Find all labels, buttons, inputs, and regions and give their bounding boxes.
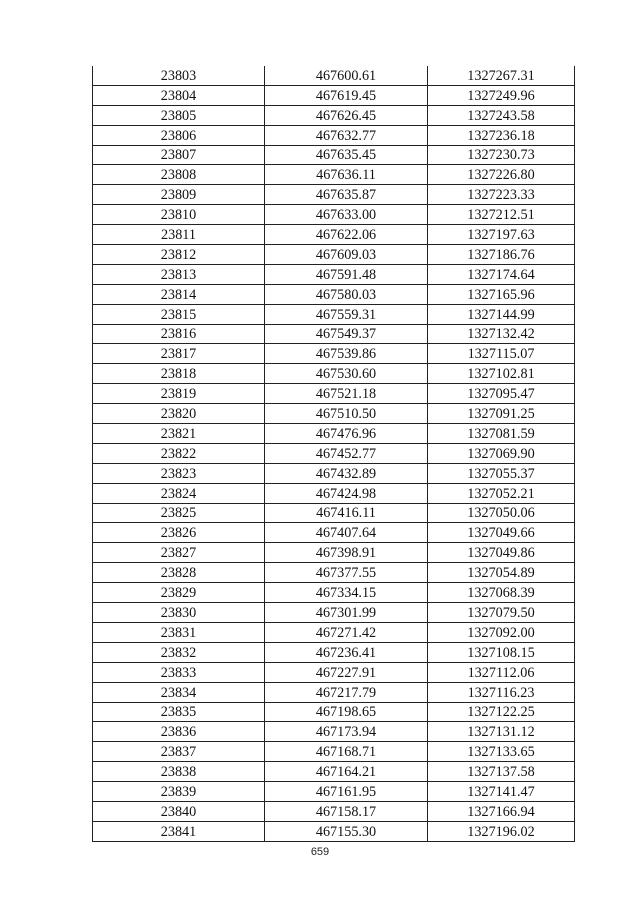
point-id-cell: 23827 [93, 543, 265, 563]
table-row [93, 662, 575, 682]
x-coordinate-cell: 467609.03 [265, 245, 428, 265]
x-coordinate-cell: 467173.94 [265, 722, 428, 742]
y-coordinate-cell: 1327050.06 [428, 503, 575, 523]
y-coordinate-cell: 1327133.65 [428, 742, 575, 762]
table-row [93, 742, 575, 762]
x-coordinate-cell: 467549.37 [265, 324, 428, 344]
point-id-cell: 23813 [93, 264, 265, 284]
y-coordinate-cell: 1327112.06 [428, 662, 575, 682]
table-row [93, 821, 575, 841]
y-coordinate-cell: 1327055.37 [428, 463, 575, 483]
y-coordinate-cell: 1327115.07 [428, 344, 575, 364]
table-row [93, 324, 575, 344]
x-coordinate-cell: 467416.11 [265, 503, 428, 523]
point-id-cell: 23836 [93, 722, 265, 742]
table-row [93, 125, 575, 145]
y-coordinate-cell: 1327122.25 [428, 702, 575, 722]
x-coordinate-cell: 467217.79 [265, 682, 428, 702]
point-id-cell: 23807 [93, 145, 265, 165]
point-id-cell: 23823 [93, 463, 265, 483]
x-coordinate-cell: 467432.89 [265, 463, 428, 483]
point-id-cell: 23822 [93, 443, 265, 463]
table-row [93, 523, 575, 543]
point-id-cell: 23816 [93, 324, 265, 344]
point-id-cell: 23825 [93, 503, 265, 523]
table-row [93, 503, 575, 523]
x-coordinate-cell: 467521.18 [265, 384, 428, 404]
y-coordinate-cell: 1327212.51 [428, 205, 575, 225]
page-number: 659 [310, 846, 330, 858]
coordinate-table [92, 66, 575, 842]
point-id-cell: 23839 [93, 782, 265, 802]
x-coordinate-cell: 467635.45 [265, 145, 428, 165]
x-coordinate-cell: 467580.03 [265, 284, 428, 304]
y-coordinate-cell: 1327230.73 [428, 145, 575, 165]
point-id-cell: 23833 [93, 662, 265, 682]
y-coordinate-cell: 1327197.63 [428, 225, 575, 245]
y-coordinate-cell: 1327226.80 [428, 165, 575, 185]
y-coordinate-cell: 1327174.64 [428, 264, 575, 284]
point-id-cell: 23826 [93, 523, 265, 543]
y-coordinate-cell: 1327108.15 [428, 642, 575, 662]
point-id-cell: 23828 [93, 563, 265, 583]
table-row [93, 563, 575, 583]
x-coordinate-cell: 467161.95 [265, 782, 428, 802]
y-coordinate-cell: 1327091.25 [428, 404, 575, 424]
table-row [93, 782, 575, 802]
x-coordinate-cell: 467158.17 [265, 801, 428, 821]
table-row [93, 463, 575, 483]
x-coordinate-cell: 467334.15 [265, 583, 428, 603]
y-coordinate-cell: 1327102.81 [428, 364, 575, 384]
x-coordinate-cell: 467198.65 [265, 702, 428, 722]
table-row [93, 85, 575, 105]
point-id-cell: 23808 [93, 165, 265, 185]
x-coordinate-cell: 467530.60 [265, 364, 428, 384]
y-coordinate-cell: 1327049.86 [428, 543, 575, 563]
y-coordinate-cell: 1327249.96 [428, 85, 575, 105]
y-coordinate-cell: 1327137.58 [428, 762, 575, 782]
x-coordinate-cell: 467635.87 [265, 185, 428, 205]
table-row [93, 443, 575, 463]
point-id-cell: 23819 [93, 384, 265, 404]
y-coordinate-cell: 1327165.96 [428, 284, 575, 304]
point-id-cell: 23817 [93, 344, 265, 364]
y-coordinate-cell: 1327068.39 [428, 583, 575, 603]
x-coordinate-cell: 467377.55 [265, 563, 428, 583]
x-coordinate-cell: 467559.31 [265, 304, 428, 324]
point-id-cell: 23835 [93, 702, 265, 722]
x-coordinate-cell: 467236.41 [265, 642, 428, 662]
point-id-cell: 23811 [93, 225, 265, 245]
y-coordinate-cell: 1327052.21 [428, 483, 575, 503]
point-id-cell: 23841 [93, 821, 265, 841]
table-row [93, 185, 575, 205]
table-row [93, 105, 575, 125]
point-id-cell: 23812 [93, 245, 265, 265]
x-coordinate-cell: 467632.77 [265, 125, 428, 145]
y-coordinate-cell: 1327095.47 [428, 384, 575, 404]
point-id-cell: 23824 [93, 483, 265, 503]
y-coordinate-cell: 1327132.42 [428, 324, 575, 344]
table-row [93, 165, 575, 185]
point-id-cell: 23803 [93, 66, 265, 85]
table-row [93, 583, 575, 603]
point-id-cell: 23805 [93, 105, 265, 125]
y-coordinate-cell: 1327223.33 [428, 185, 575, 205]
x-coordinate-cell: 467164.21 [265, 762, 428, 782]
y-coordinate-cell: 1327079.50 [428, 603, 575, 623]
table-row [93, 424, 575, 444]
point-id-cell: 23838 [93, 762, 265, 782]
y-coordinate-cell: 1327092.00 [428, 622, 575, 642]
y-coordinate-cell: 1327131.12 [428, 722, 575, 742]
y-coordinate-cell: 1327186.76 [428, 245, 575, 265]
y-coordinate-cell: 1327069.90 [428, 443, 575, 463]
table-row [93, 801, 575, 821]
table-row [93, 245, 575, 265]
coordinate-table-body [93, 66, 575, 841]
point-id-cell: 23831 [93, 622, 265, 642]
table-row [93, 404, 575, 424]
point-id-cell: 23815 [93, 304, 265, 324]
y-coordinate-cell: 1327236.18 [428, 125, 575, 145]
point-id-cell: 23810 [93, 205, 265, 225]
table-row [93, 543, 575, 563]
point-id-cell: 23840 [93, 801, 265, 821]
table-row [93, 762, 575, 782]
point-id-cell: 23829 [93, 583, 265, 603]
y-coordinate-cell: 1327196.02 [428, 821, 575, 841]
table-row [93, 702, 575, 722]
table-row [93, 145, 575, 165]
table-row [93, 304, 575, 324]
table-row [93, 682, 575, 702]
y-coordinate-cell: 1327141.47 [428, 782, 575, 802]
table-row [93, 603, 575, 623]
x-coordinate-cell: 467398.91 [265, 543, 428, 563]
point-id-cell: 23830 [93, 603, 265, 623]
table-row [93, 384, 575, 404]
point-id-cell: 23834 [93, 682, 265, 702]
y-coordinate-cell: 1327049.66 [428, 523, 575, 543]
point-id-cell: 23821 [93, 424, 265, 444]
point-id-cell: 23804 [93, 85, 265, 105]
table-row [93, 483, 575, 503]
x-coordinate-cell: 467168.71 [265, 742, 428, 762]
table-row [93, 205, 575, 225]
x-coordinate-cell: 467633.00 [265, 205, 428, 225]
point-id-cell: 23814 [93, 284, 265, 304]
x-coordinate-cell: 467424.98 [265, 483, 428, 503]
point-id-cell: 23837 [93, 742, 265, 762]
x-coordinate-cell: 467155.30 [265, 821, 428, 841]
y-coordinate-cell: 1327081.59 [428, 424, 575, 444]
table-row [93, 622, 575, 642]
table-row [93, 344, 575, 364]
table-row [93, 364, 575, 384]
table-row [93, 284, 575, 304]
x-coordinate-cell: 467407.64 [265, 523, 428, 543]
point-id-cell: 23820 [93, 404, 265, 424]
x-coordinate-cell: 467301.99 [265, 603, 428, 623]
x-coordinate-cell: 467622.06 [265, 225, 428, 245]
point-id-cell: 23809 [93, 185, 265, 205]
point-id-cell: 23818 [93, 364, 265, 384]
table-row [93, 264, 575, 284]
x-coordinate-cell: 467271.42 [265, 622, 428, 642]
y-coordinate-cell: 1327267.31 [428, 66, 575, 85]
point-id-cell: 23806 [93, 125, 265, 145]
table-row [93, 225, 575, 245]
x-coordinate-cell: 467539.86 [265, 344, 428, 364]
x-coordinate-cell: 467510.50 [265, 404, 428, 424]
y-coordinate-cell: 1327166.94 [428, 801, 575, 821]
y-coordinate-cell: 1327054.89 [428, 563, 575, 583]
x-coordinate-cell: 467591.48 [265, 264, 428, 284]
table-row [93, 642, 575, 662]
y-coordinate-cell: 1327144.99 [428, 304, 575, 324]
x-coordinate-cell: 467227.91 [265, 662, 428, 682]
x-coordinate-cell: 467600.61 [265, 66, 428, 85]
table-row [93, 722, 575, 742]
x-coordinate-cell: 467636.11 [265, 165, 428, 185]
table-row [93, 66, 575, 85]
point-id-cell: 23832 [93, 642, 265, 662]
x-coordinate-cell: 467452.77 [265, 443, 428, 463]
x-coordinate-cell: 467476.96 [265, 424, 428, 444]
x-coordinate-cell: 467626.45 [265, 105, 428, 125]
y-coordinate-cell: 1327243.58 [428, 105, 575, 125]
y-coordinate-cell: 1327116.23 [428, 682, 575, 702]
x-coordinate-cell: 467619.45 [265, 85, 428, 105]
